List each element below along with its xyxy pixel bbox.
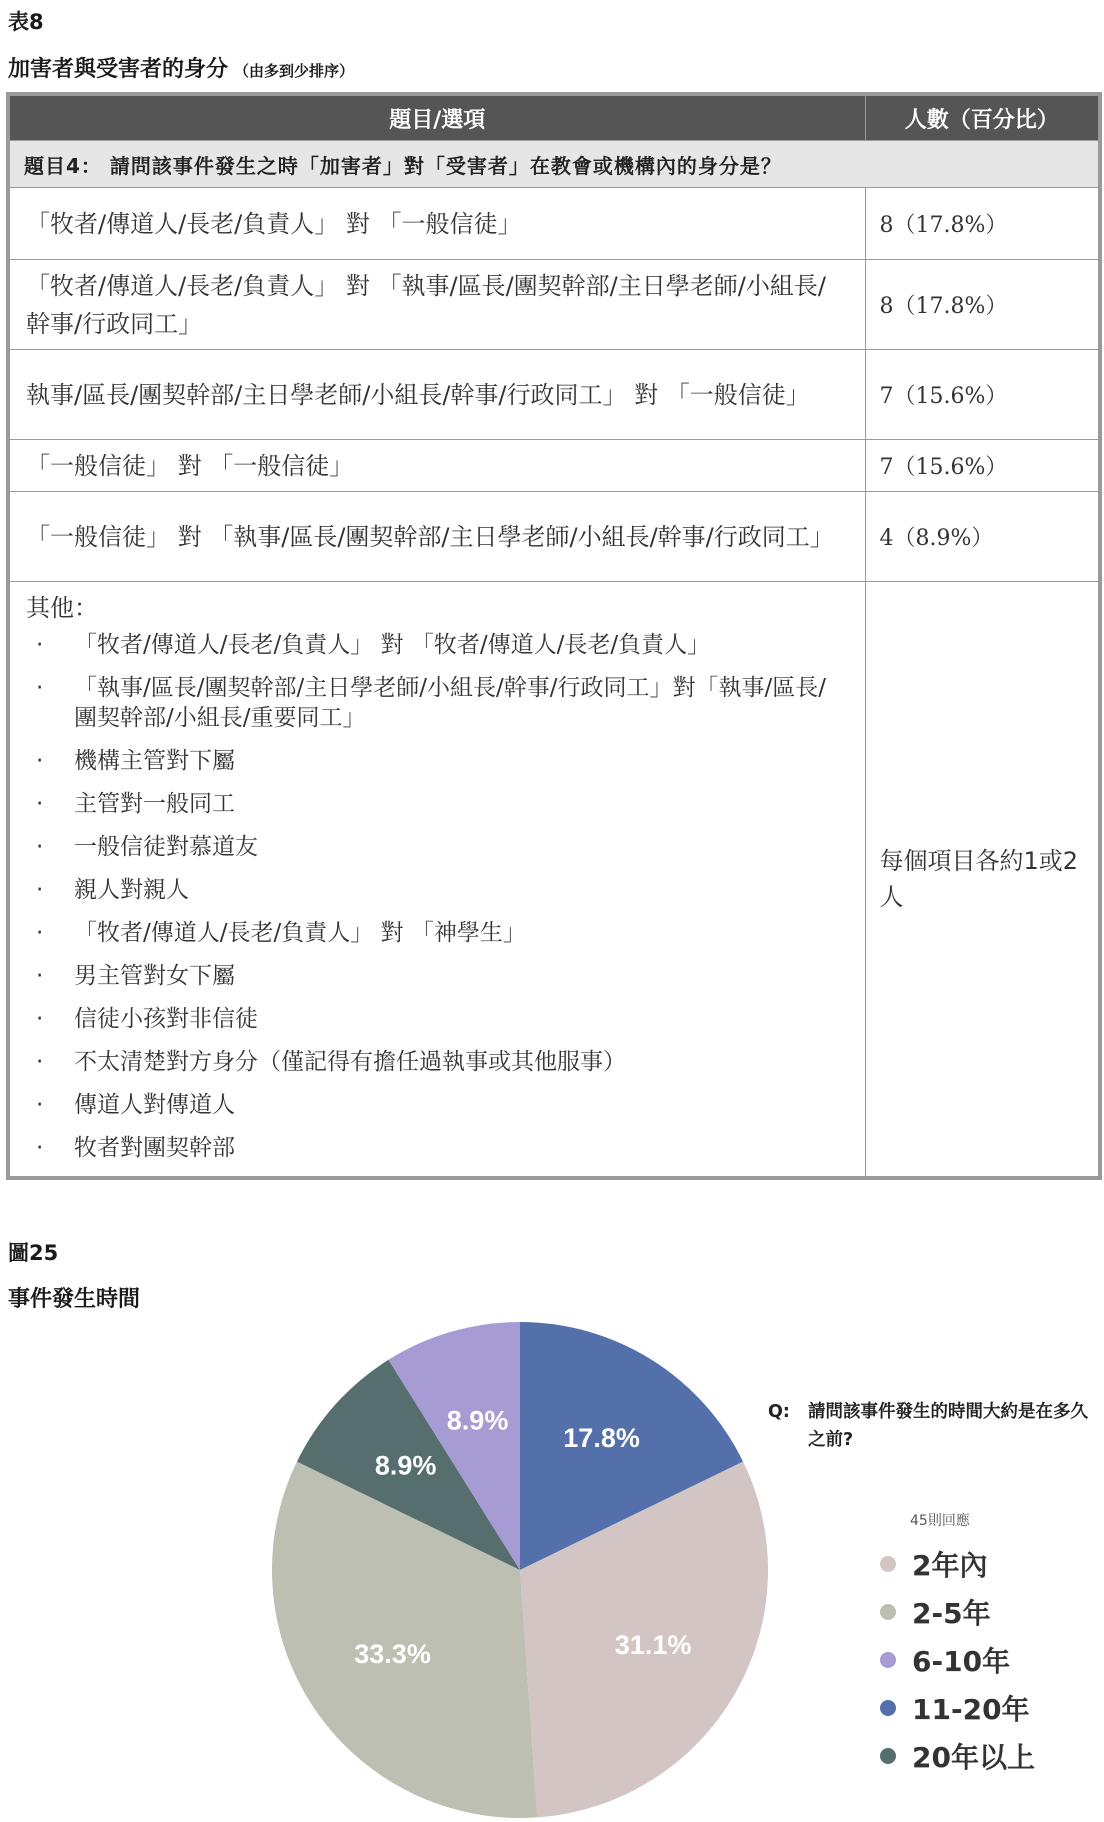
legend-swatch [880, 1700, 896, 1716]
legend-item-2- [880, 1540, 1035, 1588]
header-count: 人數（百分比） [865, 94, 1100, 141]
question-body: 請問該事件發生的時間大約是在多久之前? [808, 1402, 1088, 1450]
list-item: · 信徒小孩對非信徒 [26, 1004, 849, 1034]
list-item: · 牧者對團契幹部 [26, 1133, 849, 1163]
legend-label: 2-5年 [912, 1597, 991, 1630]
pie-label-1: 17.8% [563, 1422, 640, 1453]
table-header-row [8, 94, 1100, 141]
legend-swatch [880, 1652, 896, 1668]
option-cell: 「一般信徒」 對 「執事/區長/團契幹部/主日學老師/小組長/幹事/行政同工」 [8, 492, 865, 582]
others-title: 其他： [26, 594, 98, 622]
option-cell: 「一般信徒」 對 「一般信徒」 [8, 440, 865, 492]
count-cell: 7（15.6%） [865, 440, 1100, 492]
list-item: · 「牧者/傳道人/長老/負責人」 對 「牧者/傳道人/長老/負責人」 [26, 630, 849, 660]
question-text: 題目4： 請問該事件發生之時「加害者」對「受害者」在教會或機構內的身分是？ [8, 141, 1100, 188]
list-item: · 傳道人對傳道人 [26, 1090, 849, 1120]
option-cell: 「牧者/傳道人/長老/負責人」 對 「執事/區長/團契幹部/主日學老師/小組長/幹事/行政同工」 [8, 260, 865, 350]
legend-swatch [880, 1556, 896, 1572]
count-cell: 7（15.6%） [865, 350, 1100, 440]
legend-swatch [880, 1748, 896, 1764]
table-row [8, 492, 1100, 582]
legend-label: 2年內 [912, 1549, 988, 1582]
table-caption [8, 52, 354, 83]
table-row [8, 350, 1100, 440]
chart-legend [880, 1540, 1035, 1780]
table-row [8, 188, 1100, 260]
identity-table [6, 92, 1102, 1180]
table-row [8, 260, 1100, 350]
count-cell: 8（17.8%） [865, 260, 1100, 350]
pie-label-4: 8.9% [374, 1450, 437, 1481]
count-cell: 4（8.9%） [865, 492, 1100, 582]
option-cell: 「牧者/傳道人/長老/負責人」 對 「一般信徒」 [8, 188, 865, 260]
option-cell: 執事/區長/團契幹部/主日學老師/小組長/幹事/行政同工」 對 「一般信徒」 [8, 350, 865, 440]
table-row-others [8, 582, 1100, 1179]
legend-label: 20年以上 [912, 1741, 1035, 1774]
pie-label-2: 31.1% [614, 1630, 692, 1661]
pie-label-5: 8.9% [446, 1405, 509, 1436]
pie-label-3: 33.3% [354, 1639, 431, 1670]
legend-label: 6-10年 [912, 1645, 1011, 1678]
legend-label: 11-20年 [912, 1693, 1030, 1726]
legend-swatch [880, 1604, 896, 1620]
legend-item-20- [880, 1732, 1035, 1780]
figure-caption: 事件發生時間 [8, 1287, 141, 1312]
table-label: 表8 [8, 10, 44, 34]
list-item: · 男主管對女下屬 [26, 961, 849, 991]
survey-question [768, 1398, 1098, 1454]
response-count: 45則回應 [910, 1513, 970, 1529]
list-item: · 「牧者/傳道人/長老/負責人」 對 「神學生」 [26, 918, 849, 948]
list-item: · 主管對一般同工 [26, 789, 849, 819]
figure-label: 圖25 [8, 1241, 59, 1265]
legend-item-2-5- [880, 1588, 1035, 1636]
legend-item-11-20- [880, 1684, 1035, 1732]
others-list [26, 630, 849, 1163]
header-option: 題目/選項 [8, 94, 865, 141]
pie-chart [270, 1320, 770, 1820]
others-count-cell: 每個項目各約1或2人 [865, 582, 1100, 1179]
question-prefix: Q: [768, 1402, 790, 1422]
table-caption-note: （由多到少排序） [234, 62, 355, 80]
list-item: · 一般信徒對慕道友 [26, 832, 849, 862]
legend-item-6-10- [880, 1636, 1035, 1684]
table-row [8, 440, 1100, 492]
others-cell [8, 582, 865, 1179]
count-cell: 8（17.8%） [865, 188, 1100, 260]
list-item: · 親人對親人 [26, 875, 849, 905]
table-caption-text: 加害者與受害者的身分 [8, 57, 229, 82]
list-item: · 機構主管對下屬 [26, 746, 849, 776]
list-item: · 不太清楚對方身分（僅記得有擔任過執事或其他服事） [26, 1047, 849, 1077]
list-item: · 「執事/區長/團契幹部/主日學老師/小組長/幹事/行政同工」對「執事/區長/團契幹部/小組長/重要同工」 [26, 673, 849, 733]
question-row [8, 141, 1100, 188]
